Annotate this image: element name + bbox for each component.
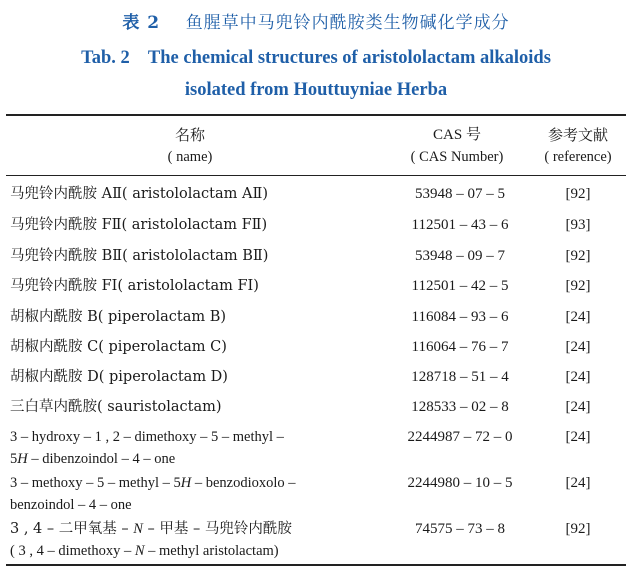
reference: [24] — [565, 369, 591, 385]
compound-name-line1: 3 – hydroxy – 1 , 2 – dimethoxy – 5 – methyl – — [10, 429, 284, 445]
compound-name-line2: benzoindol – 4 – one — [10, 497, 132, 513]
table-number: 表 2 — [122, 13, 161, 33]
reference: [24] — [565, 429, 591, 445]
cas-number: 53948 – 07 – 5 — [415, 186, 505, 202]
compound-name — [10, 426, 390, 470]
table-title-en-line2: isolated from Houttuyniae Herba — [184, 80, 448, 100]
name-part: 5 — [10, 451, 18, 467]
name-part: – methyl aristolactam) — [144, 543, 279, 559]
compound-name: 马兜铃内酰胺 FⅡ( aristololactam FⅡ) — [10, 217, 268, 233]
reference: [93] — [565, 217, 591, 233]
compound-name-line2 — [10, 448, 390, 470]
cas-number: 53948 – 09 – 7 — [415, 248, 505, 264]
name-part: – dibenzoindol – 4 – one — [27, 451, 176, 467]
header-name-cn: 名称 — [174, 126, 205, 144]
name-part: – benzodioxolo – — [191, 475, 296, 491]
cas-number: 2244987 – 72 – 0 — [407, 429, 513, 445]
table-bottom-rule — [6, 564, 626, 566]
reference: [24] — [565, 475, 591, 491]
reference: [92] — [565, 278, 591, 294]
compound-name-line1 — [10, 472, 390, 494]
name-part: 3 – methoxy – 5 – methyl – 5 — [10, 475, 181, 491]
compound-name-line1 — [10, 518, 390, 540]
italic-part: N — [133, 521, 143, 537]
compound-name — [10, 472, 390, 516]
header-ref-en: ( reference) — [544, 149, 612, 165]
table-header-rule — [6, 175, 626, 176]
cas-number: 128533 – 02 – 8 — [411, 399, 509, 415]
name-part: 3 , 4 – 二甲氧基 – — [10, 521, 134, 537]
compound-name: 三白草内酰胺( sauristolactam) — [10, 399, 222, 415]
italic-part: N — [134, 543, 145, 559]
table-title-en-line1: Tab. 2 The chemical structures of aristololactam alkaloids — [81, 48, 551, 68]
table-title-cn — [0, 8, 632, 33]
cas-number: 128718 – 51 – 4 — [411, 369, 509, 385]
reference: [24] — [565, 309, 591, 325]
cas-number: 112501 – 42 – 5 — [411, 278, 509, 294]
header-name — [10, 124, 370, 168]
cas-number: 116064 – 76 – 7 — [411, 339, 509, 355]
cas-number: 2244980 – 10 – 5 — [407, 475, 513, 491]
table-title-cn-text: 鱼腥草中马兜铃内酰胺类生物碱化学成分 — [185, 13, 510, 33]
header-reference — [530, 124, 626, 168]
header-name-en: ( name) — [167, 149, 213, 165]
compound-name: 马兜铃内酰胺 AⅡ( aristololactam AⅡ) — [10, 186, 268, 202]
compound-name: 胡椒内酰胺 B( piperolactam B) — [10, 309, 227, 325]
cas-number: 74575 – 73 – 8 — [415, 521, 505, 537]
cas-number: 112501 – 43 – 6 — [411, 217, 509, 233]
header-cas-cn: CAS 号 — [433, 127, 481, 143]
reference: [92] — [565, 248, 591, 264]
table-top-rule — [6, 114, 626, 116]
compound-name: 胡椒内酰胺 D( piperolactam D) — [10, 369, 228, 385]
italic-part: H — [17, 451, 28, 467]
name-part: – 甲基 – 马兜铃内酰胺 — [142, 521, 292, 537]
compound-name — [10, 518, 390, 562]
italic-part: H — [180, 475, 192, 491]
header-cas — [392, 124, 522, 168]
reference: [24] — [565, 399, 591, 415]
reference: [24] — [565, 339, 591, 355]
cas-number: 116084 – 93 – 6 — [411, 309, 509, 325]
compound-name-line2 — [10, 540, 390, 562]
name-part: ( 3 , 4 – dimethoxy – — [10, 543, 135, 559]
header-ref-cn: 参考文献 — [547, 126, 608, 144]
compound-name: 马兜铃内酰胺 FⅠ( aristololactam FⅠ) — [10, 278, 259, 294]
reference: [92] — [565, 521, 591, 537]
reference: [92] — [565, 186, 591, 202]
header-cas-en: ( CAS Number) — [410, 149, 504, 165]
compound-name: 胡椒内酰胺 C( piperolactam C) — [10, 339, 227, 355]
compound-name: 马兜铃内酰胺 BⅡ( aristololactam BⅡ) — [10, 248, 269, 264]
